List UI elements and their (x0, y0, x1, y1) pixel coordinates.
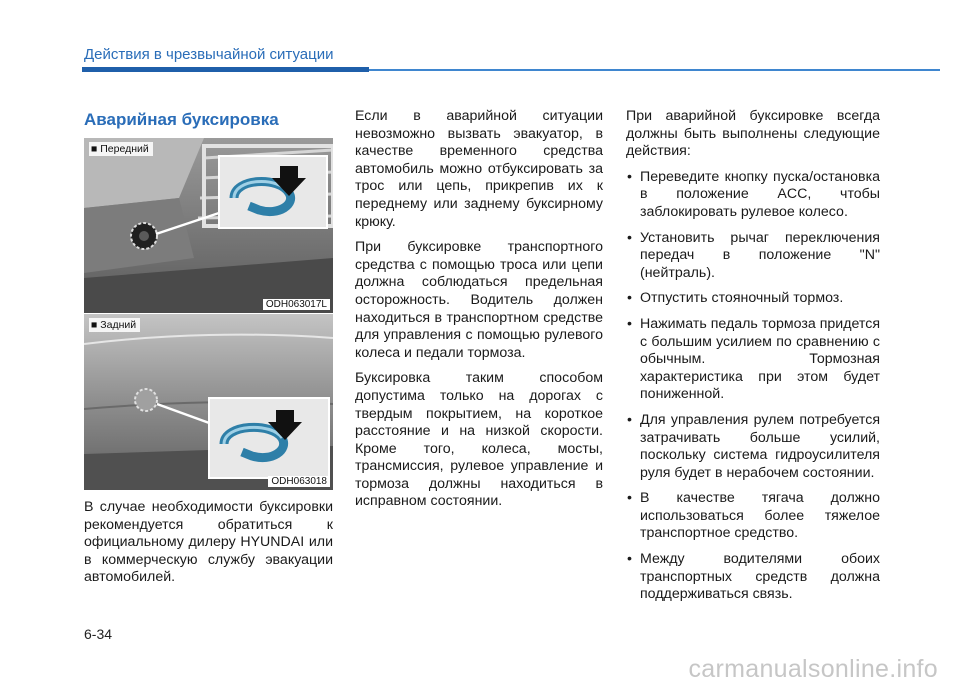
front-figure-code: ODH063017L (263, 299, 330, 310)
section-title: Аварийная буксировка (84, 110, 279, 129)
list-item: • Переведите кнопку пуска/остановка в положение ACC, чтобы заблокировать рулевое колесо. (626, 169, 880, 222)
right-column (626, 108, 880, 612)
list-item: • Нажимать педаль тормоза придется с большим усилием по сравнению с обычным. Тормозная характеристика при этом будет пониженной. (626, 316, 880, 404)
header-title: Действия в чрезвычайной ситуации (84, 46, 334, 63)
list-item: • Для управления рулем потребуется затрачивать больше усилий, поскольку система гидроусилителя руля будет в нерабочем состоянии. (626, 412, 880, 482)
page-number: 6-34 (84, 626, 113, 642)
rear-tow-hook-figure (84, 314, 333, 490)
front-tow-hook-figure (84, 138, 333, 313)
front-figure-label: ■ Передний (89, 142, 153, 156)
middle-paragraph: Буксировка таким способом допустима только на дорогах с твердым покрытием, на короткое расстояние и на низкой скорости. Кроме того, колеса, мосты, трансмиссия, рулевое управление и тормоза должны находиться в исправном состоянии. (355, 370, 603, 510)
list-item: • Отпустить стояночный тормоз. (626, 290, 880, 308)
towing-steps-list (626, 169, 880, 604)
list-item: • Установить рычаг переключения передач в положение "N" (нейтраль). (626, 230, 880, 283)
rear-figure-label: ■ Задний (89, 318, 140, 332)
left-column-text (84, 499, 333, 595)
dealer-paragraph: В случае необходимости буксировки рекомендуется обратиться к официальному дилеру HYUNDAI или в коммерческую службу эвакуации автомобилей. (84, 499, 333, 586)
middle-paragraph: При буксировке транспортного средства с помощью троса или цепи должна соблюдаться предельная осторожность. Водитель должен находиться в транспортном средстве для управления с помощью рулевого колеса и педали тормоза. (355, 239, 603, 361)
header-rule-thin (369, 69, 940, 71)
right-intro: При аварийной буксировке всегда должны быть выполнены следующие действия: (626, 108, 880, 160)
watermark-link[interactable]: carmanualsonline.info (688, 655, 938, 683)
middle-column (355, 108, 603, 519)
rear-bumper-illustration (84, 314, 333, 490)
middle-paragraph: Если в аварийной ситуации невозможно вызвать эвакуатор, в качестве временного средства автомобиль можно отбуксировать за трос или цепь, прикрепив их к переднему или заднему буксирному крюку. (355, 108, 603, 230)
list-item: • В качестве тягача должно использоваться более тяжелое транспортное средство. (626, 490, 880, 543)
front-bumper-illustration (84, 138, 333, 313)
header-rule-thick (82, 67, 369, 72)
list-item: • Между водителями обоих транспортных средств должна поддерживаться связь. (626, 551, 880, 604)
rear-figure-code: ODH063018 (268, 476, 330, 487)
